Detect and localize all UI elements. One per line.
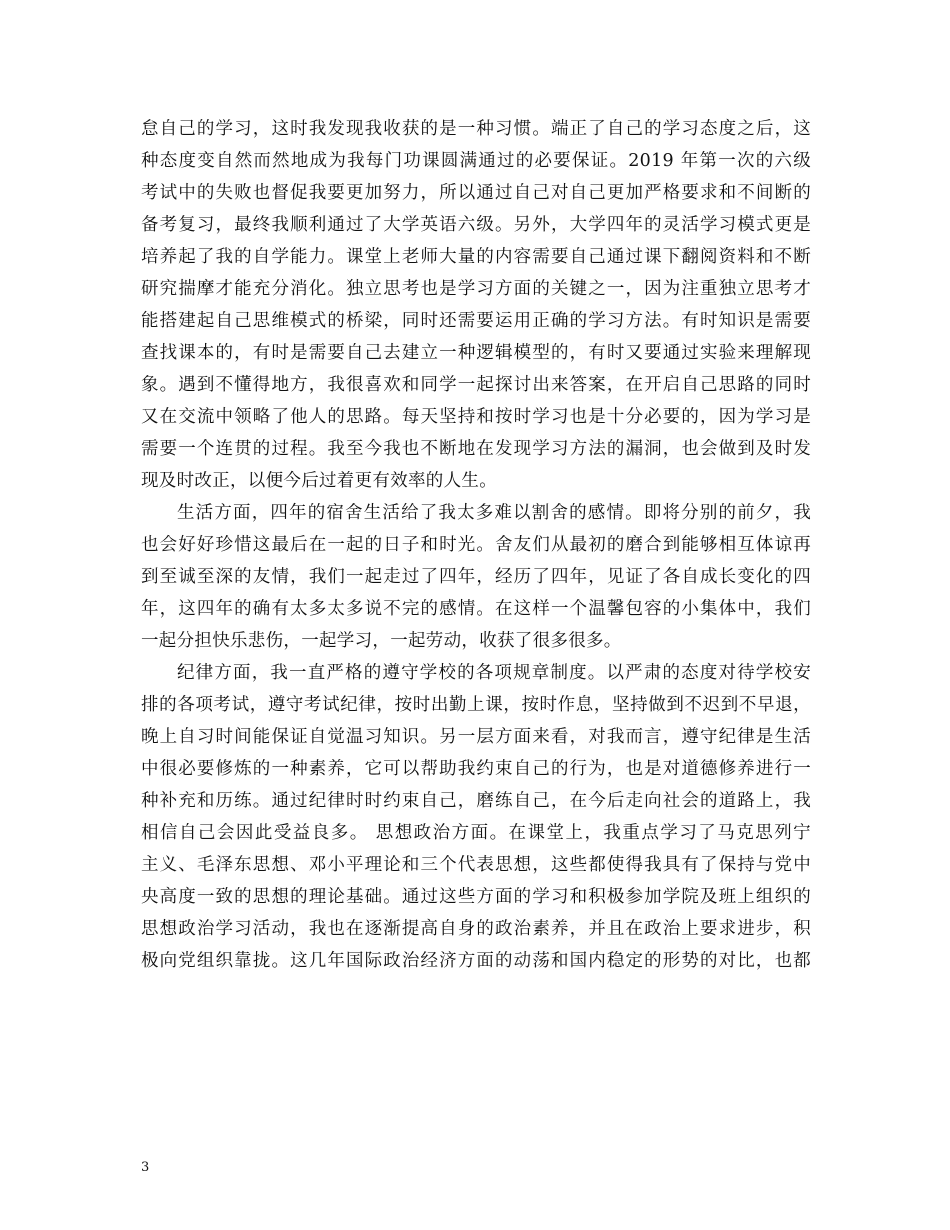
text-line: 晚上自习时间能保证自觉温习知识。另一层方面来看，对我而言，遵守纪律是生活 bbox=[141, 727, 811, 747]
text-line: 研究揣摩才能充分消化。独立思考也是学习方面的关键之一，因为注重独立思考才 bbox=[141, 279, 811, 299]
text-line: 也会好好珍惜这最后在一起的日子和时光。舍友们从最初的磨合到能够相互体谅再 bbox=[141, 535, 811, 555]
text-line: 培养起了我的自学能力。课堂上老师大量的内容需要自己通过课下翻阅资料和不断 bbox=[141, 247, 811, 267]
paragraph-2 bbox=[141, 497, 811, 657]
text-line: 又在交流中领略了他人的思路。每天坚持和按时学习也是十分必要的，因为学习是 bbox=[141, 407, 811, 427]
text-line: 排的各项考试，遵守考试纪律，按时出勤上课，按时作息，坚持做到不迟到不早退， bbox=[141, 695, 811, 715]
page-number: 3 bbox=[141, 1160, 150, 1175]
text-line: 年，这四年的确有太多太多说不完的感情。在这样一个温馨包容的小集体中，我们 bbox=[141, 599, 811, 619]
text-line: 怠自己的学习，这时我发现我收获的是一种习惯。端正了自己的学习态度之后，这 bbox=[141, 119, 811, 139]
text-line: 到至诚至深的友情，我们一起走过了四年，经历了四年，见证了各自成长变化的四 bbox=[141, 567, 811, 587]
text-line: 生活方面，四年的宿舍生活给了我太多难以割舍的感情。即将分别的前夕，我 bbox=[177, 503, 811, 523]
text-line: 能搭建起自己思维模式的桥梁，同时还需要运用正确的学习方法。有时知识是需要 bbox=[141, 311, 811, 331]
text-line: 查找课本的，有时是需要自己去建立一种逻辑模型的，有时又要通过实验来理解现 bbox=[141, 343, 811, 363]
text-line: 纪律方面，我一直严格的遵守学校的各项规章制度。以严肃的态度对待学校安 bbox=[177, 663, 811, 683]
text-line: 需要一个连贯的过程。我至今我也不断地在发现学习方法的漏洞，也会做到及时发 bbox=[141, 439, 811, 459]
text-line: 极向党组织靠拢。这几年国际政治经济方面的动荡和国内稳定的形势的对比，也都 bbox=[141, 951, 811, 971]
text-line: 考试中的失败也督促我要更加努力，所以通过自己对自己更加严格要求和不间断的 bbox=[141, 183, 811, 203]
paragraph-3 bbox=[141, 657, 811, 977]
text-line: 象。遇到不懂得地方，我很喜欢和同学一起探讨出来答案，在开启自己思路的同时 bbox=[141, 375, 811, 395]
text-line: 现及时改正，以便今后过着更有效率的人生。 bbox=[141, 471, 497, 491]
body-text bbox=[141, 113, 811, 977]
text-line: 央高度一致的思想的理论基础。通过这些方面的学习和积极参加学院及班上组织的 bbox=[141, 887, 811, 907]
text-line: 中很必要修炼的一种素养，它可以帮助我约束自己的行为，也是对道德修养进行一 bbox=[141, 759, 811, 779]
text-line: 主义、毛泽东思想、邓小平理论和三个代表思想，这些都使得我具有了保持与党中 bbox=[141, 855, 811, 875]
text-line: 思想政治学习活动，我也在逐渐提高自身的政治素养，并且在政治上要求进步，积 bbox=[141, 919, 811, 939]
text-line: 种态度变自然而然地成为我每门功课圆满通过的必要保证。2019 年第一次的六级 bbox=[141, 151, 811, 171]
text-line: 种补充和历练。通过纪律时时约束自己，磨练自己，在今后走向社会的道路上，我 bbox=[141, 791, 811, 811]
text-line: 相信自己会因此受益良多。 思想政治方面。在课堂上，我重点学习了马克思列宁 bbox=[141, 823, 811, 843]
paragraph-1 bbox=[141, 113, 811, 497]
text-line: 一起分担快乐悲伤，一起学习，一起劳动，收获了很多很多。 bbox=[141, 631, 622, 651]
text-line: 备考复习，最终我顺利通过了大学英语六级。另外，大学四年的灵活学习模式更是 bbox=[141, 215, 811, 235]
